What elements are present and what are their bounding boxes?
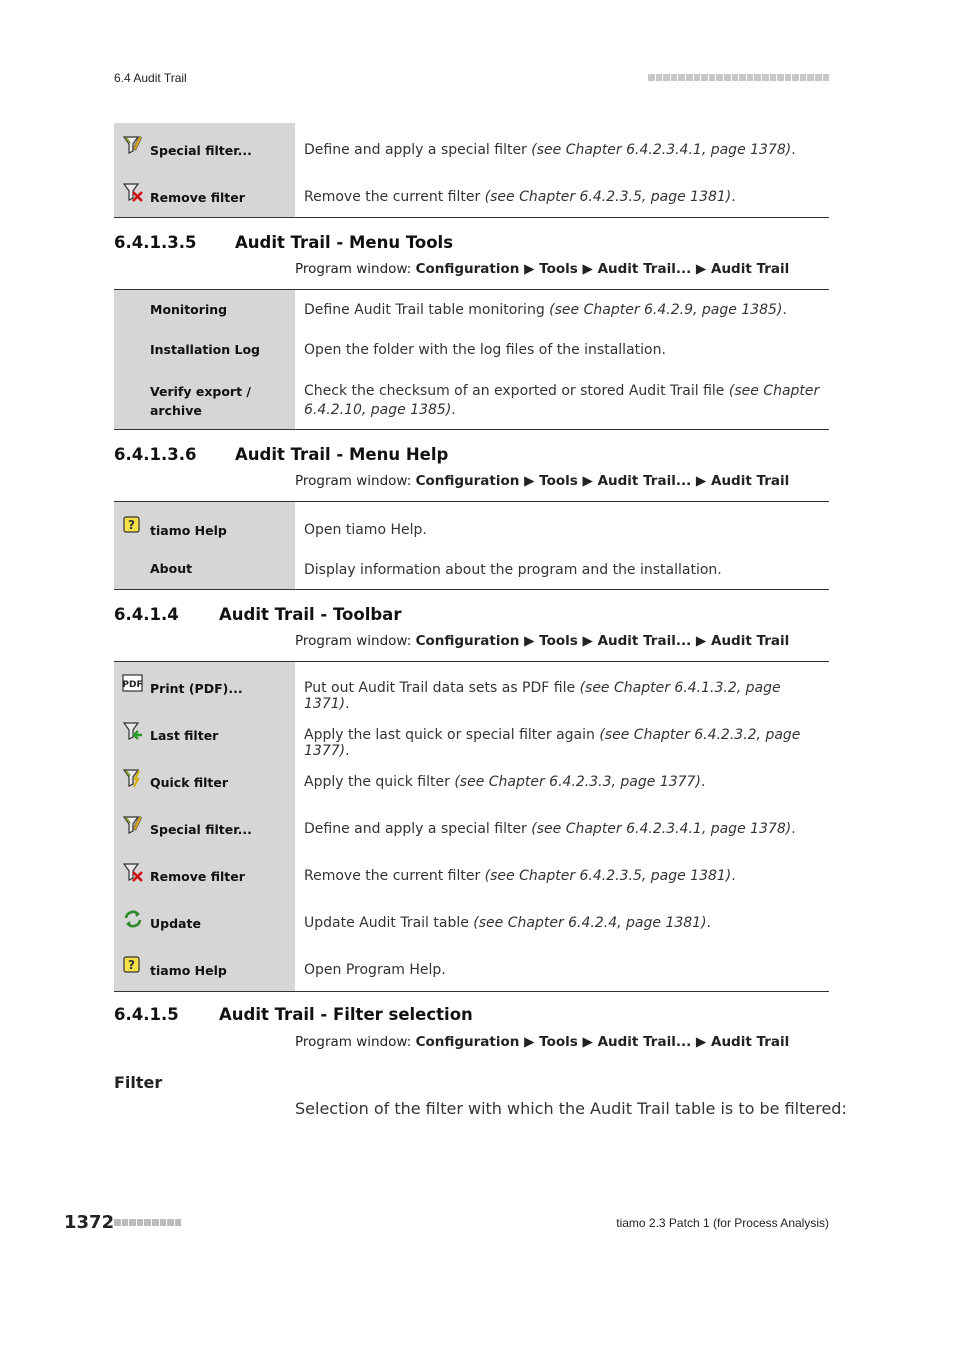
section-heading-help: 6.4.1.3.6 Audit Trail - Menu Help <box>114 445 449 464</box>
section-heading-toolbar: 6.4.1.4 Audit Trail - Toolbar <box>114 605 402 624</box>
print-pdf-label: Print (PDF)... <box>150 681 243 696</box>
table-row <box>114 662 829 712</box>
table-cell-description: Define Audit Trail table monitoring (see Chapter 6.4.2.9, page 1385). <box>304 302 787 318</box>
table-cell-description: Apply the last quick or special filter again (see Chapter 6.4.2.3.2, page 1377). <box>304 727 801 759</box>
installation-log-label: Installation Log <box>150 342 261 357</box>
table-cell-description: Remove the current filter (see Chapter 6.4.2.3.5, page 1381). <box>304 189 736 205</box>
special-filter-label: Special filter... <box>150 822 252 837</box>
table-row <box>114 756 829 803</box>
table-cell-description: Open tiamo Help. <box>304 522 427 538</box>
monitoring-label: Monitoring <box>150 302 228 317</box>
tiamo-help-label: tiamo Help <box>150 963 227 978</box>
section-heading-tools: 6.4.1.3.5 Audit Trail - Menu Tools <box>114 233 454 252</box>
table-row <box>114 123 829 170</box>
help-menu-table <box>114 501 829 590</box>
table-cell-description: Remove the current filter (see Chapter 6.4.2.3.5, page 1381). <box>304 868 736 884</box>
remove-filter-icon <box>122 181 144 203</box>
help-icon <box>122 515 144 537</box>
table-row <box>114 944 829 991</box>
table-cell-description: Put out Audit Trail data sets as PDF file (see Chapter 6.4.1.3.2, page 1371). <box>304 680 781 712</box>
program-window-path: Program window: Configuration ▶ Tools ▶ Audit Trail... ▶ Audit Trail <box>295 633 790 649</box>
product-name: tiamo 2.3 Patch 1 (for Process Analysis) <box>616 1216 829 1230</box>
running-header: 6.4 Audit Trail <box>114 71 187 85</box>
last-filter-icon <box>122 720 144 742</box>
special-filter-icon <box>122 134 144 156</box>
pdf-icon <box>122 673 144 695</box>
special-filter-label: Special filter... <box>150 143 252 158</box>
table-row <box>114 850 829 897</box>
quick-filter-label: Quick filter <box>150 775 229 790</box>
remove-filter-label: Remove filter <box>150 190 245 205</box>
section-heading-filter: 6.4.1.5 Audit Trail - Filter selection <box>114 1005 473 1024</box>
table-row <box>114 897 829 944</box>
program-window-path: Program window: Configuration ▶ Tools ▶ Audit Trail... ▶ Audit Trail <box>295 473 790 489</box>
table-row <box>114 330 829 370</box>
last-filter-label: Last filter <box>150 728 219 743</box>
remove-filter-label: Remove filter <box>150 869 245 884</box>
about-label: About <box>150 561 193 576</box>
table-row <box>114 803 829 850</box>
table-row <box>114 290 829 330</box>
table-cell-description: Update Audit Trail table (see Chapter 6.4.2.4, page 1381). <box>304 915 711 931</box>
verify-export-label: Verify export / archive <box>150 384 251 418</box>
tools-menu-table <box>114 289 829 430</box>
svg-text:PDF: PDF <box>122 680 143 690</box>
tiamo-help-label: tiamo Help <box>150 523 227 538</box>
top-menu-table <box>114 123 829 218</box>
program-window-path: Program window: Configuration ▶ Tools ▶ Audit Trail... ▶ Audit Trail <box>295 1034 790 1050</box>
remove-filter-icon <box>122 861 144 883</box>
quick-filter-icon <box>122 767 144 789</box>
help-icon <box>122 955 144 977</box>
table-cell-description: Apply the quick filter (see Chapter 6.4.2.3.3, page 1377). <box>304 774 706 790</box>
table-cell-description: Display information about the program and the installation. <box>304 562 722 578</box>
table-cell-description: Check the checksum of an exported or stored Audit Trail file (see Chapter 6.4.2.10, page 1385). <box>304 383 820 418</box>
toolbar-table <box>114 661 829 992</box>
table-cell-description: Define and apply a special filter (see Chapter 6.4.2.3.4.1, page 1378). <box>304 821 796 837</box>
table-cell-description: Open the folder with the log files of the installation. <box>304 342 666 358</box>
table-cell-description: Open Program Help. <box>304 962 446 978</box>
page-number: 1372 <box>64 1212 115 1233</box>
program-window-path: Program window: Configuration ▶ Tools ▶ Audit Trail... ▶ Audit Trail <box>295 261 790 277</box>
table-cell-description: Define and apply a special filter (see Chapter 6.4.2.3.4.1, page 1378). <box>304 142 796 158</box>
update-label: Update <box>150 916 201 931</box>
table-row <box>114 502 829 549</box>
table-row <box>114 709 829 759</box>
footer-dots-decoration <box>114 1219 181 1226</box>
header-dots-decoration <box>648 74 830 82</box>
svg-text:?: ? <box>128 518 135 532</box>
table-row <box>114 170 829 217</box>
filter-heading: Filter <box>114 1073 163 1092</box>
svg-text:?: ? <box>128 958 135 972</box>
filter-description: Selection of the filter with which the Audit Trail table is to be filtered: <box>295 1099 847 1118</box>
update-icon <box>122 908 144 930</box>
table-row <box>114 370 829 429</box>
special-filter-icon <box>122 814 144 836</box>
table-row <box>114 549 829 589</box>
